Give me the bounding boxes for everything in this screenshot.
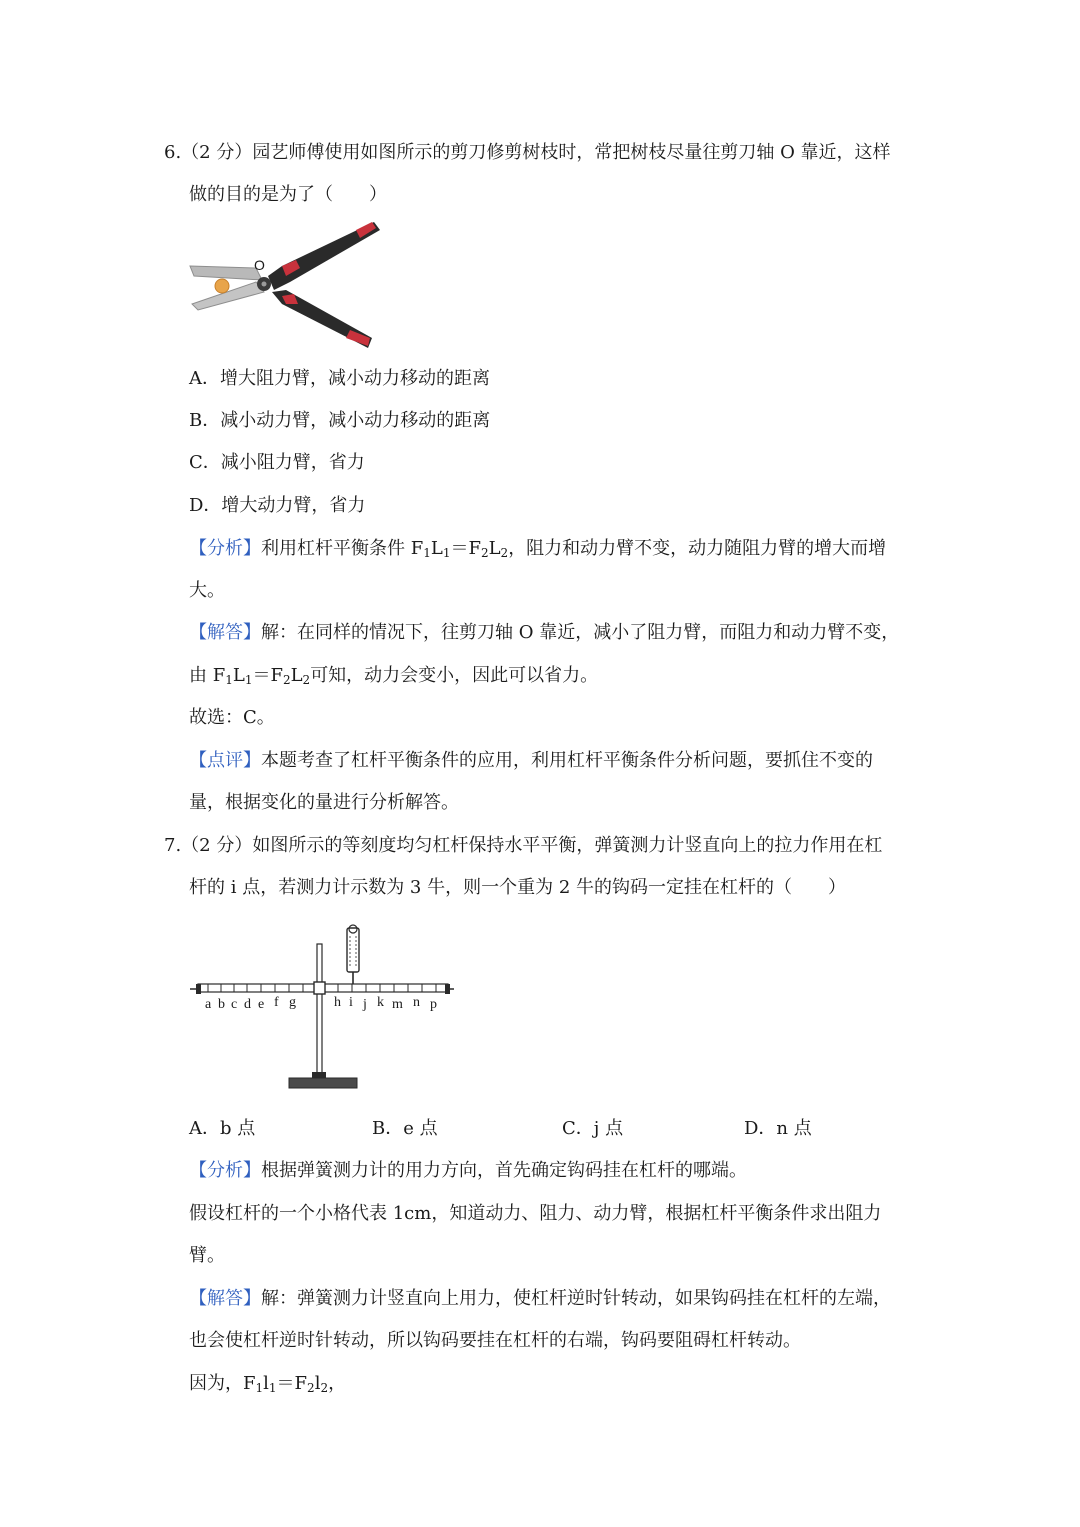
lever-figure [186,920,466,1100]
q6-option-d: D．增大动力臂，省力 [189,495,366,516]
stand-post [317,944,322,1074]
q7-analysis-line3: 臂。 [189,1245,225,1266]
q6-answer-tag: 【解答】 [189,622,261,643]
pivot-label-o: O [254,257,265,273]
q7-option-c: C．j 点 [562,1118,624,1139]
q6-comment-line1: 【点评】本题考查了杠杆平衡条件的应用，利用杠杆平衡条件分析问题，要抓住不变的 [189,750,873,771]
q6-analysis-line1: 【分析】利用杠杆平衡条件 $F_1L_1=F_2L_2$，阻力和动力臂不变，动力随阻力臂的增大而增 [189,538,887,560]
q7-option-a: A．b 点 [189,1118,256,1139]
lever-label-i: i [349,995,353,1010]
q6-option-b: B．减小动力臂，减小动力移动的距离 [189,410,491,431]
q7-stem-line2: 杆的 i 点，若测力计示数为 3 牛，则一个重为 2 牛的钩码一定挂在杠杆的（ ） [189,877,846,898]
lever-label-j: j [363,997,367,1012]
spring-scale-icon [347,928,359,972]
shears-upper-blade [190,266,262,280]
q6-option-a: A．增大阻力臂，减小动力移动的距离 [189,368,490,389]
lever-label-n: n [413,995,420,1010]
q7-option-d: D．n 点 [744,1118,812,1139]
q6-stem-line2: 做的目的是为了（ ） [189,184,387,205]
lever-label-m: m [392,997,403,1012]
q6-comment-tag: 【点评】 [189,750,261,771]
q7-answer-line1: 【解答】解：弹簧测力计竖直向上用力，使杠杆逆时针转动，如果钩码挂在杠杆的左端， [189,1288,891,1309]
q6-analysis-line2: 大。 [189,580,225,601]
q6-option-c: C．减小阻力臂，省力 [189,452,365,473]
q7-answer-line3: 因为，$F_1l_1=F_2l_2$， [189,1373,347,1395]
lever-label-g: g [289,995,296,1010]
q7-stem-line1: 7.（2 分）如图所示的等刻度均匀杠杆保持水平平衡，弹簧测力计竖直向上的拉力作用在杠 [164,835,883,856]
q6-answer-line3: 故选：C。 [189,707,275,728]
lever-label-d: d [244,997,251,1012]
lever-label-f: f [274,995,279,1010]
q7-answer-tag: 【解答】 [189,1288,261,1309]
q7-option-b: B．e 点 [372,1118,438,1139]
q6-answer-line2: 由 $F_1L_1=F_2L_2$可知，动力会变小，因此可以省力。 [189,665,599,687]
lever-label-h: h [334,995,341,1010]
lever-label-p: p [430,997,437,1012]
q7-answer-line2: 也会使杠杆逆时针转动，所以钩码要挂在杠杆的右端，钩码要阻碍杠杆转动。 [189,1330,801,1351]
lever-label-k: k [377,995,384,1010]
q6-stem-line1: 6.（2 分）园艺师傅使用如图所示的剪刀修剪树枝时，常把树枝尽量往剪刀轴 O 靠近，这样 [164,142,891,163]
lever-label-e: e [258,997,265,1012]
shears-figure [186,218,386,358]
lever-label-a: a [205,997,212,1012]
q7-analysis-line1: 【分析】根据弹簧测力计的用力方向，首先确定钩码挂在杠杆的哪端。 [189,1160,747,1181]
lever-label-c: c [231,997,238,1012]
lever-label-b: b [218,997,225,1012]
lever-pivot-icon [314,982,325,994]
q6-comment-line2: 量，根据变化的量进行分析解答。 [189,792,459,813]
q7-analysis-line2: 假设杠杆的一个小格代表 1cm，知道动力、阻力、动力臂，根据杠杆平衡条件求出阻力 [189,1203,882,1224]
q6-answer-line1: 【解答】解：在同样的情况下，往剪刀轴 O 靠近，减小了阻力臂，而阻力和动力臂不变， [189,622,900,643]
q7-analysis-tag: 【分析】 [189,1160,261,1181]
stand-base [289,1078,357,1088]
branch-icon [215,279,229,293]
q6-analysis-tag: 【分析】 [189,538,261,559]
